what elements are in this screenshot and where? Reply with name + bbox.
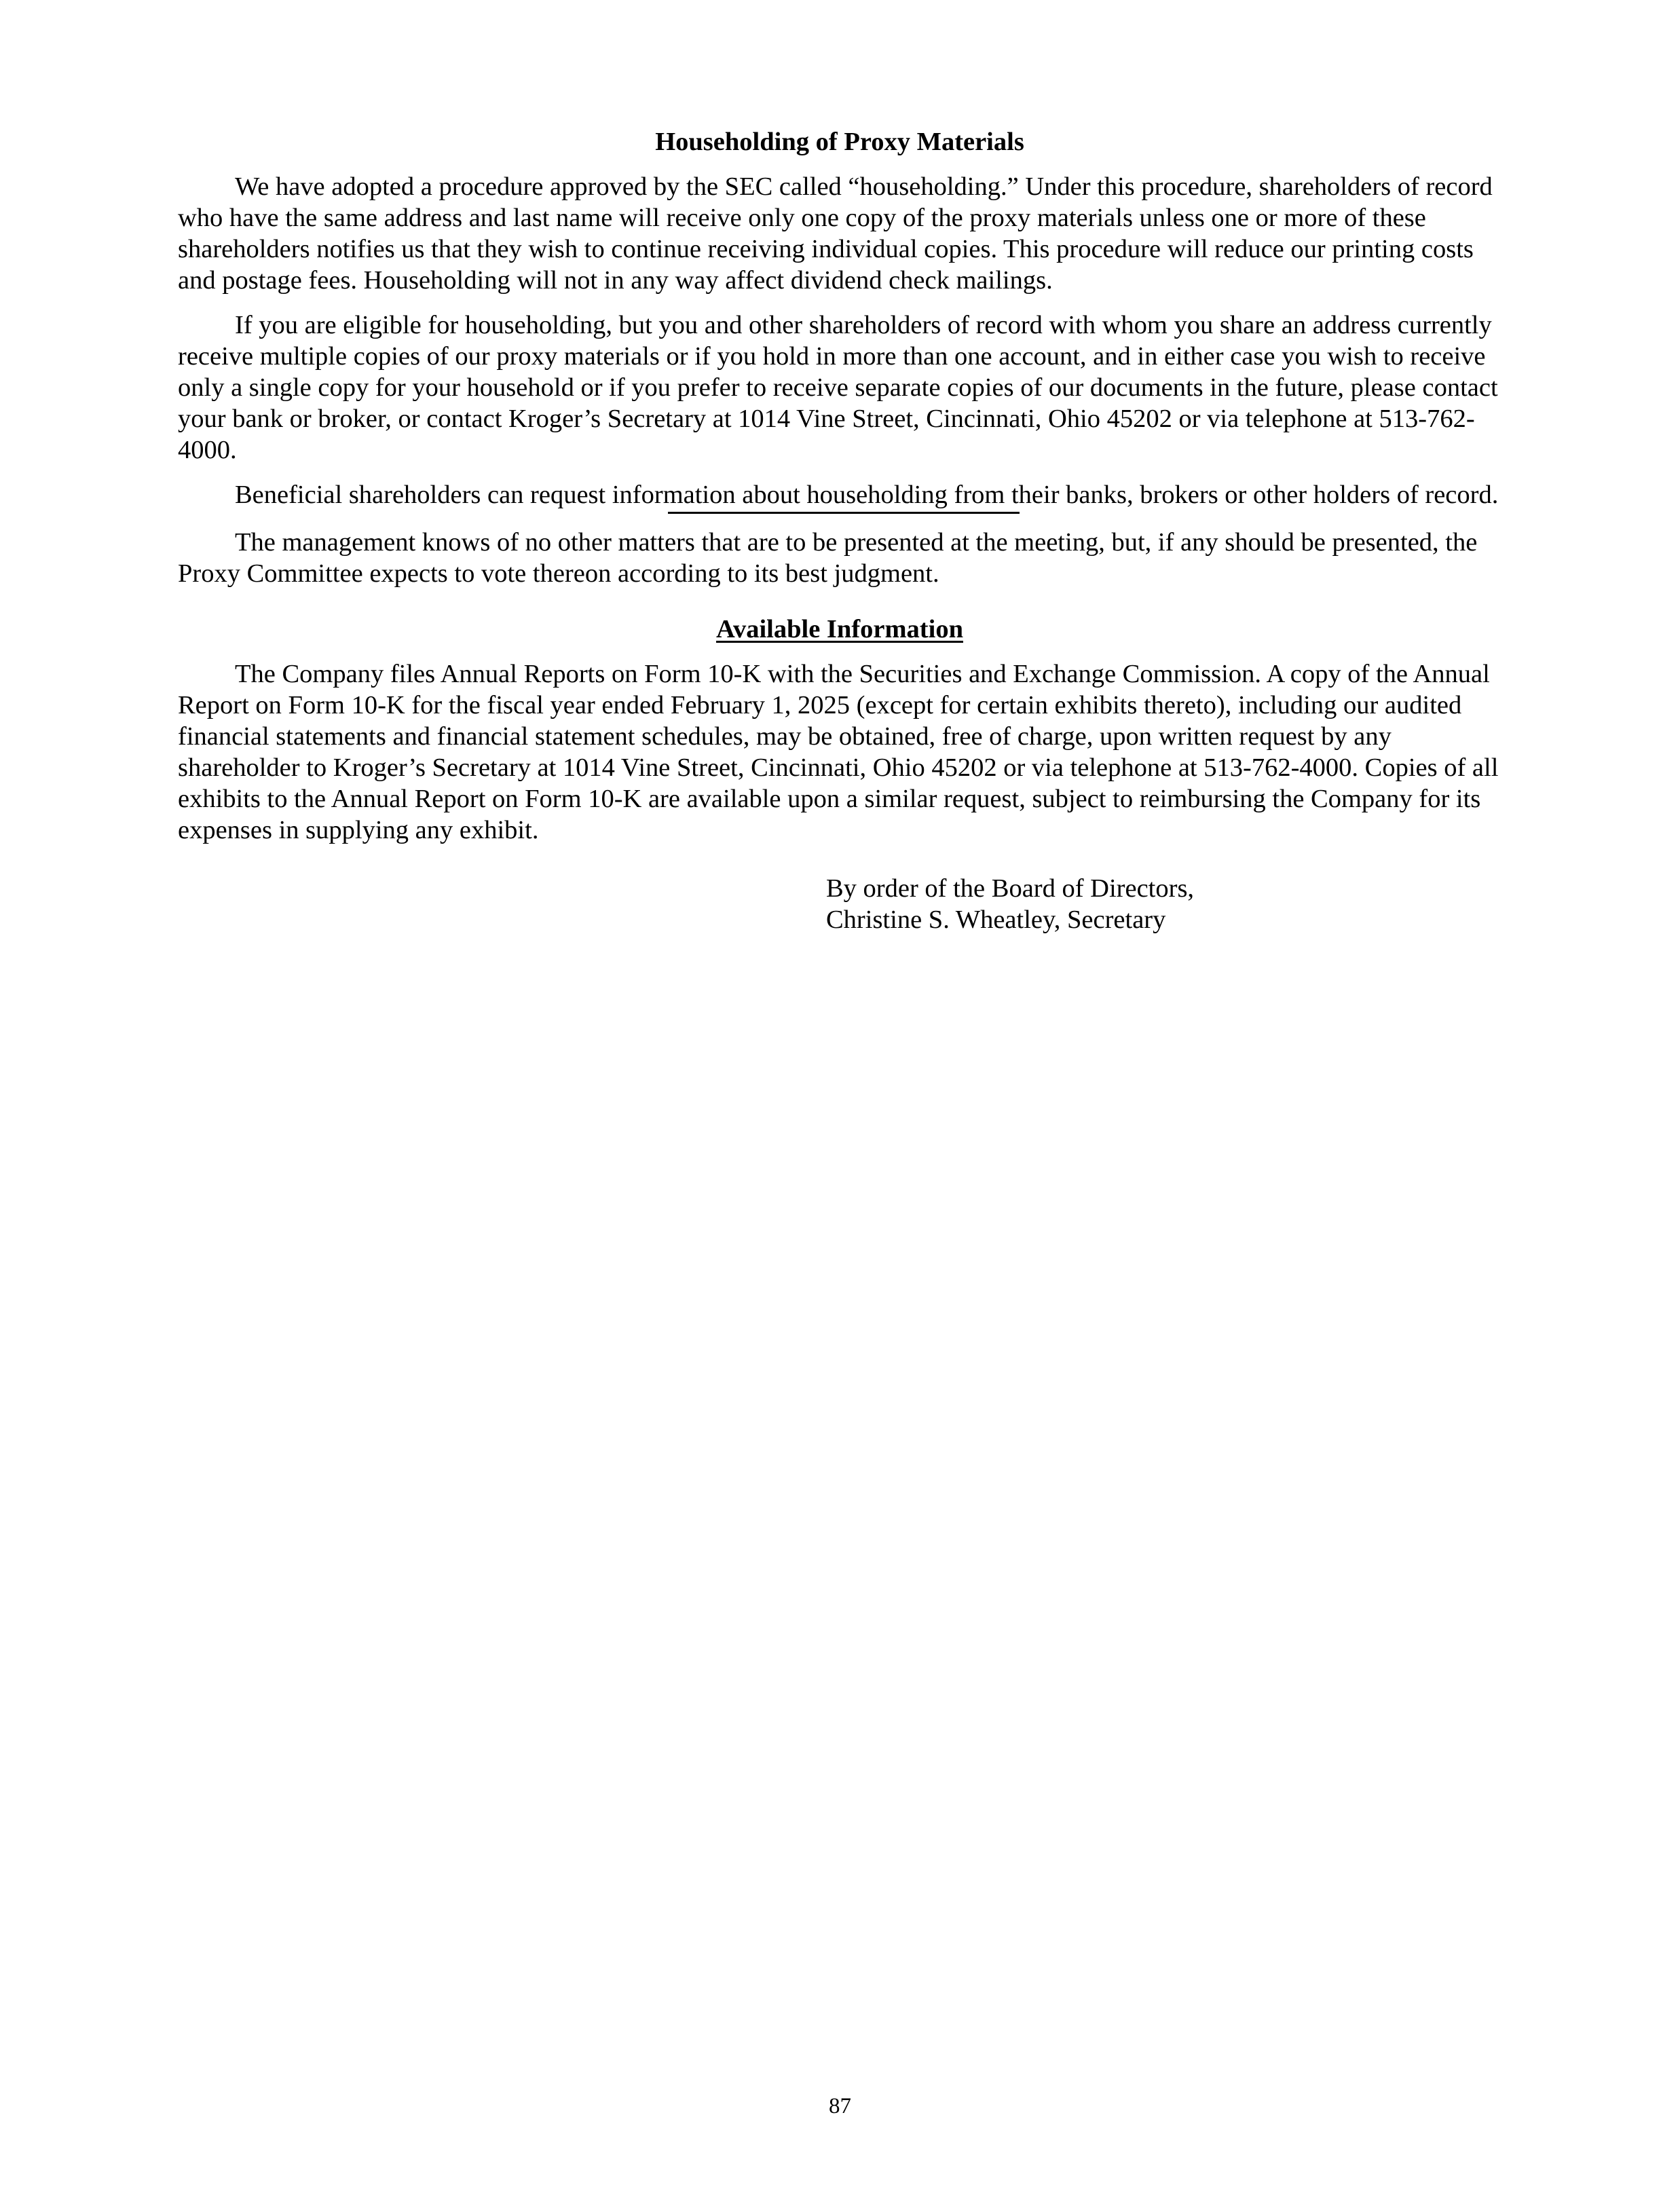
- householding-heading: Householding of Proxy Materials: [655, 128, 1024, 156]
- householding-paragraph-1: We have adopted a procedure approved by the SEC called “householding.” Under this procedure, shareholders of record who have the same address and last name will receive only one copy of the proxy materials unless one or more of these shareholders notifies us that they wish to continue receiving individual copies. This procedure will reduce our printing costs and postage fees. Householding will not in any way affect dividend check mailings.: [178, 172, 1493, 295]
- signature-line-2: Christine S. Wheatley, Secretary: [826, 905, 1166, 934]
- signature-line-1: By order of the Board of Directors,: [826, 874, 1195, 903]
- page-content: [178, 126, 1501, 935]
- available-information-heading: Available Information: [716, 615, 963, 643]
- signature-block: [826, 873, 1501, 935]
- available-information-paragraph: The Company files Annual Reports on Form 10-K with the Securities and Exchange Commission. A copy of the Annual Report on Form 10-K for the fiscal year ended February 1, 2025 (except for certain exhibits thereto), including our audited financial statements and financial statement schedules, may be obtained, free of charge, upon written request by any shareholder to Kroger’s Secretary at 1014 Vine Street, Cincinnati, Ohio 45202 or via telephone at 513-762-4000. Copies of all exhibits to the Annual Report on Form 10-K are available upon a similar request, subject to reimbursing the Company for its expenses in supplying any exhibit.: [178, 660, 1499, 844]
- horizontal-rule: [668, 512, 1020, 514]
- page-number: 87: [829, 2094, 851, 2118]
- householding-paragraph-3: Beneficial shareholders can request information about householding from their banks, brokers or other holders of record.: [235, 481, 1499, 509]
- householding-paragraph-2: If you are eligible for householding, but you and other shareholders of record with whom you share an address currently receive multiple copies of our proxy materials or if you hold in more than one account, and in either case you wish to receive only a single copy for your household or if you prefer to receive separate copies of our documents in the future, please contact your bank or broker, or contact Kroger’s Secretary at 1014 Vine Street, Cincinnati, Ohio 45202 or via telephone at 513-762-4000.: [178, 311, 1498, 464]
- other-matters-paragraph: The management knows of no other matters that are to be presented at the meeting, but, if any should be presented, the Proxy Committee expects to vote thereon according to its best judgment.: [178, 528, 1478, 588]
